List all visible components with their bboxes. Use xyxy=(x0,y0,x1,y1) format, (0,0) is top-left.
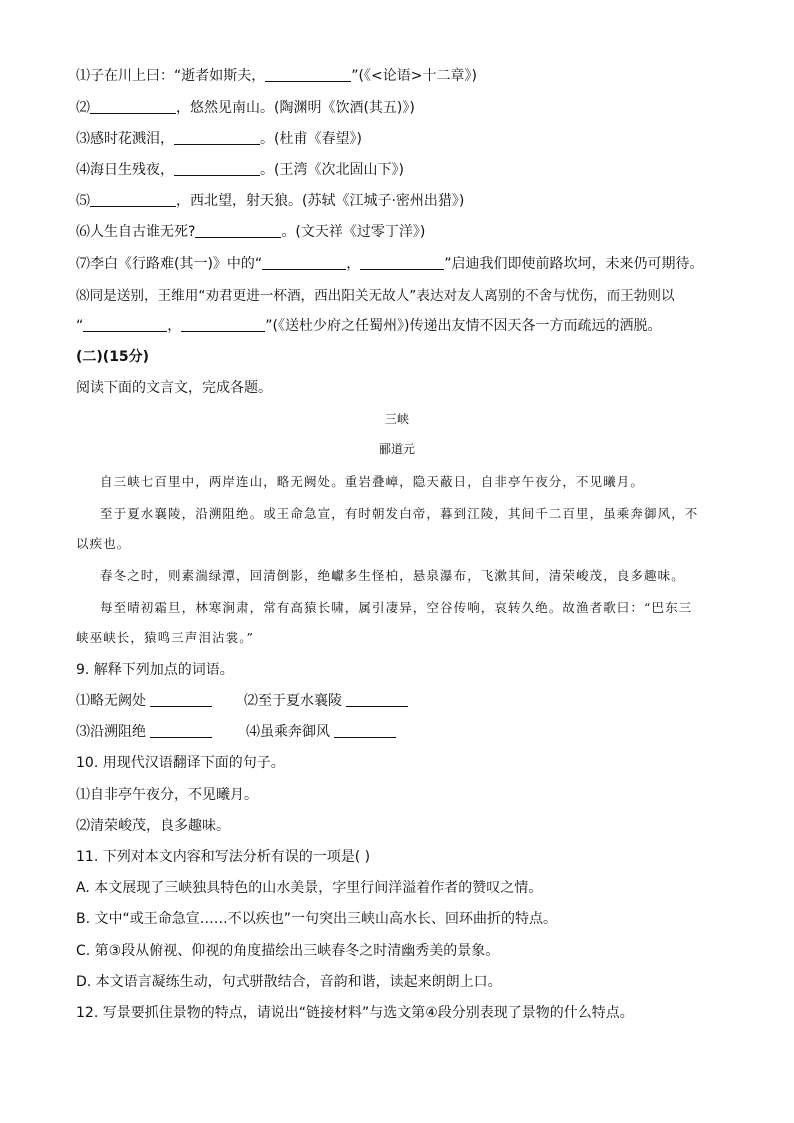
item-text: ⑴略无阙处 xyxy=(76,693,146,709)
q11-option-c[interactable]: C. 第③段从俯视、仰视的角度描绘出三峡春冬之时清幽秀美的景象。 xyxy=(76,943,500,959)
answer-blank[interactable] xyxy=(90,192,176,207)
question-text: 。(文天祥《过零丁洋》) xyxy=(281,224,426,240)
question-text: 。(王湾《次北固山下》) xyxy=(260,162,404,178)
passage-paragraph-2-cont: 以疾也。 xyxy=(76,536,131,551)
q9-item-3 xyxy=(76,722,212,742)
question-8-line-1: ⑻同是送别，王维用“劝君更进一杯酒，西出阳关无故人”表达对友人离别的不舍与忧伤，而王勃则以 xyxy=(76,288,675,304)
question-4 xyxy=(76,160,404,180)
question-text: 。(杜甫《春望》) xyxy=(260,131,362,147)
passage-paragraph-2: 至于夏水襄陵，沿溯阻绝。或王命急宣，有时朝发白帝，暮到江陵，其间千二百里，虽乘奔御风，不 xyxy=(100,506,699,521)
question-text: ⑶感时花溅泪， xyxy=(76,131,174,147)
item-text: ⑶沿溯阻绝 xyxy=(76,724,146,740)
passage-author: 郦道元 xyxy=(378,442,415,456)
q11-option-d[interactable]: D. 本文语言凝练生动，句式骈散结合，音韵和谐，读起来朗朗上口。 xyxy=(76,974,502,990)
q9-item-4 xyxy=(246,722,396,742)
answer-blank[interactable] xyxy=(346,692,408,707)
answer-blank[interactable] xyxy=(90,99,176,114)
question-2 xyxy=(76,98,415,118)
question-1 xyxy=(76,66,477,86)
passage-paragraph-3: 春冬之时，则素湍绿潭，回清倒影，绝巘多生怪柏，悬泉瀑布，飞漱其间，清荣峻茂，良多趣味。 xyxy=(100,568,685,583)
question-10-stem: 10. 用现代汉语翻译下面的句子。 xyxy=(76,755,285,771)
question-text: ⑵ xyxy=(76,100,90,116)
answer-blank[interactable] xyxy=(83,317,167,332)
question-text: ，悠然见南山。(陶渊明《饮酒(其五)》) xyxy=(176,100,415,116)
question-text: ⑸ xyxy=(76,193,90,209)
answer-blank[interactable] xyxy=(174,130,260,145)
passage-paragraph-4: 每至晴初霜旦，林寒涧肃，常有高猿长啸，属引凄异，空谷传响，哀转久绝。故渔者歌曰：“巴东三 xyxy=(100,600,693,615)
answer-blank[interactable] xyxy=(150,723,212,738)
question-text: ”(《送杜少府之任蜀州》)传递出友情不因天各一方而疏远的洒脱。 xyxy=(265,318,662,334)
answer-blank[interactable] xyxy=(360,255,444,270)
question-3 xyxy=(76,129,362,149)
q10-item-2: ⑵清荣峻茂，良多趣味。 xyxy=(76,818,230,834)
answer-blank[interactable] xyxy=(195,223,281,238)
passage-title: 三峡 xyxy=(384,412,409,426)
question-text: ⑹人生自古谁无死? xyxy=(76,224,196,240)
question-9-stem: 9. 解释下列加点的词语。 xyxy=(76,662,234,678)
question-text: ， xyxy=(167,318,182,334)
answer-blank[interactable] xyxy=(262,255,346,270)
question-12: 12. 写景要抓住景物的特点，请说出“链接材料”与选文第④段分别表现了景物的什么特点。 xyxy=(76,1005,634,1021)
q11-option-a[interactable]: A. 本文展现了三峡独具特色的山水美景，字里行间洋溢着作者的赞叹之情。 xyxy=(76,880,543,896)
question-8-line-2 xyxy=(76,316,661,336)
question-text: ⑴子在川上曰：“逝者如斯夫， xyxy=(76,68,266,84)
answer-blank[interactable] xyxy=(150,692,212,707)
instruction: 阅读下面的文言文，完成各题。 xyxy=(76,380,272,396)
question-text: “ xyxy=(76,318,84,334)
q9-item-2 xyxy=(244,691,408,711)
question-text: ，西北望，射天狼。(苏轼《江城子·密州出猎》) xyxy=(176,193,465,209)
answer-blank[interactable] xyxy=(181,317,265,332)
question-text: ”启迪我们即使前路坎坷，未来仍可期待。 xyxy=(444,256,704,272)
section-title: (二)(15分) xyxy=(76,349,150,365)
question-6 xyxy=(76,222,425,242)
item-text: ⑷虽乘奔御风 xyxy=(246,724,330,740)
question-11-stem: 11. 下列对本文内容和写法分析有误的一项是( ) xyxy=(76,849,371,865)
answer-blank[interactable] xyxy=(265,67,351,82)
question-text: ， xyxy=(346,256,361,272)
item-text: ⑵至于夏水襄陵 xyxy=(244,693,342,709)
passage-paragraph-4-cont: 峡巫峡长，猿鸣三声泪沾裳。” xyxy=(76,630,255,645)
q11-option-b[interactable]: B. 文中“或王命急宣……不以疾也”一句突出三峡山高水长、回环曲折的特点。 xyxy=(76,911,558,927)
q10-item-1: ⑴自非亭午夜分，不见曦月。 xyxy=(76,787,258,803)
question-text: ⑷海日生残夜， xyxy=(76,162,174,178)
question-text: ⑺李白《行路难(其一)》中的“ xyxy=(76,256,263,272)
passage-paragraph-1: 自三峡七百里中，两岸连山，略无阙处。重岩叠嶂，隐天蔽日，自非亭午夜分，不见曦月。 xyxy=(100,474,645,489)
question-7 xyxy=(76,254,703,274)
answer-blank[interactable] xyxy=(334,723,396,738)
question-5 xyxy=(76,191,464,211)
q9-item-1 xyxy=(76,691,212,711)
answer-blank[interactable] xyxy=(174,161,260,176)
question-text: ”(《<论语>十二章》) xyxy=(351,68,477,84)
